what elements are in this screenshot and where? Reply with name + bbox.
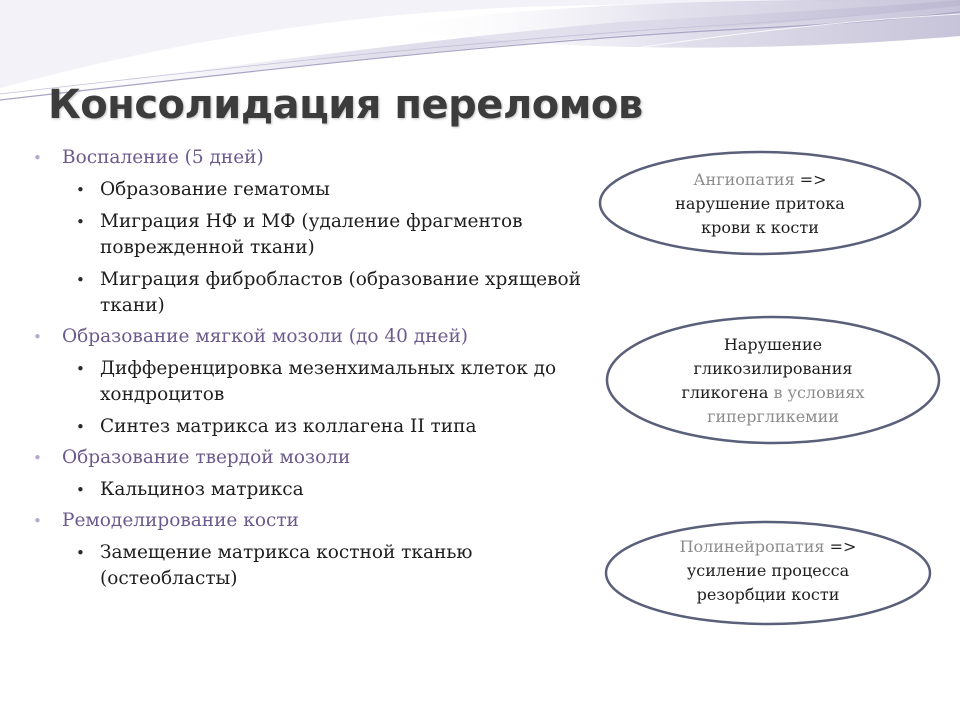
callout-line: резорбции кости — [696, 585, 840, 604]
callout-arrow: => — [794, 170, 827, 189]
item-text: Образование гематомы — [100, 179, 330, 200]
callout-line: гликозилирования — [693, 359, 853, 378]
outline-item — [30, 209, 600, 261]
outline-section-inflammation — [30, 145, 600, 171]
callout-line: гликогена — [681, 383, 769, 402]
outline-item — [30, 356, 600, 408]
bullet-icon: • — [33, 328, 42, 346]
bullet-icon: • — [76, 418, 85, 436]
outline-item — [30, 540, 600, 592]
item-text: Синтез матрикса из коллагена II типа — [100, 416, 477, 437]
item-text: Замещение матрикса костной тканью (остеобласты) — [100, 542, 473, 589]
bullet-icon: • — [76, 213, 85, 231]
bullet-icon: • — [76, 181, 85, 199]
item-text: Миграция НФ и МФ (удаление фрагментов поврежденной ткани) — [100, 211, 523, 258]
callout-line: крови к кости — [701, 218, 819, 237]
bullet-icon: • — [33, 449, 42, 467]
bullet-icon: • — [76, 271, 85, 289]
section-label: Ремоделирование кости — [62, 510, 299, 531]
bullet-icon: • — [33, 512, 42, 530]
outline-item — [30, 267, 600, 319]
section-label: Образование твердой мозоли — [62, 447, 351, 468]
callout-glycosylation — [605, 315, 941, 445]
slide-title: Консолидация переломов — [48, 82, 643, 128]
callout-term: Полинейропатия — [679, 537, 825, 556]
callout-text — [604, 535, 932, 607]
bullet-icon: • — [33, 149, 42, 167]
callout-arrow: => — [824, 537, 857, 556]
outline-section-hard-callus — [30, 445, 600, 471]
bullet-icon: • — [76, 544, 85, 562]
callout-polyneuropathy — [604, 520, 932, 626]
outline-section-remodeling — [30, 508, 600, 534]
outline-item — [30, 414, 600, 440]
callout-text — [605, 333, 941, 429]
callout-line: усиление процесса — [686, 561, 850, 580]
callout-line-muted: в условиях — [768, 383, 865, 402]
callout-angiopathy — [598, 150, 922, 256]
callout-term: Ангиопатия — [693, 170, 795, 189]
callout-line: Нарушение — [723, 335, 823, 354]
item-text: Дифференцировка мезенхимальных клеток до хондроцитов — [100, 358, 557, 405]
outline-item — [30, 177, 600, 203]
item-text: Кальциноз матрикса — [100, 479, 304, 500]
outline — [30, 140, 600, 592]
outline-section-soft-callus — [30, 324, 600, 350]
callout-line-muted: гипергликемии — [707, 407, 839, 426]
section-label: Образование мягкой мозоли (до 40 дней) — [62, 326, 468, 347]
section-label: Воспаление (5 дней) — [62, 147, 264, 168]
bullet-icon: • — [76, 481, 85, 499]
callout-text — [598, 168, 922, 240]
callout-line: нарушение притока — [675, 194, 845, 213]
item-text: Миграция фибробластов (образование хрящевой ткани) — [100, 269, 581, 316]
outline-item — [30, 477, 600, 503]
bullet-icon: • — [76, 360, 85, 378]
